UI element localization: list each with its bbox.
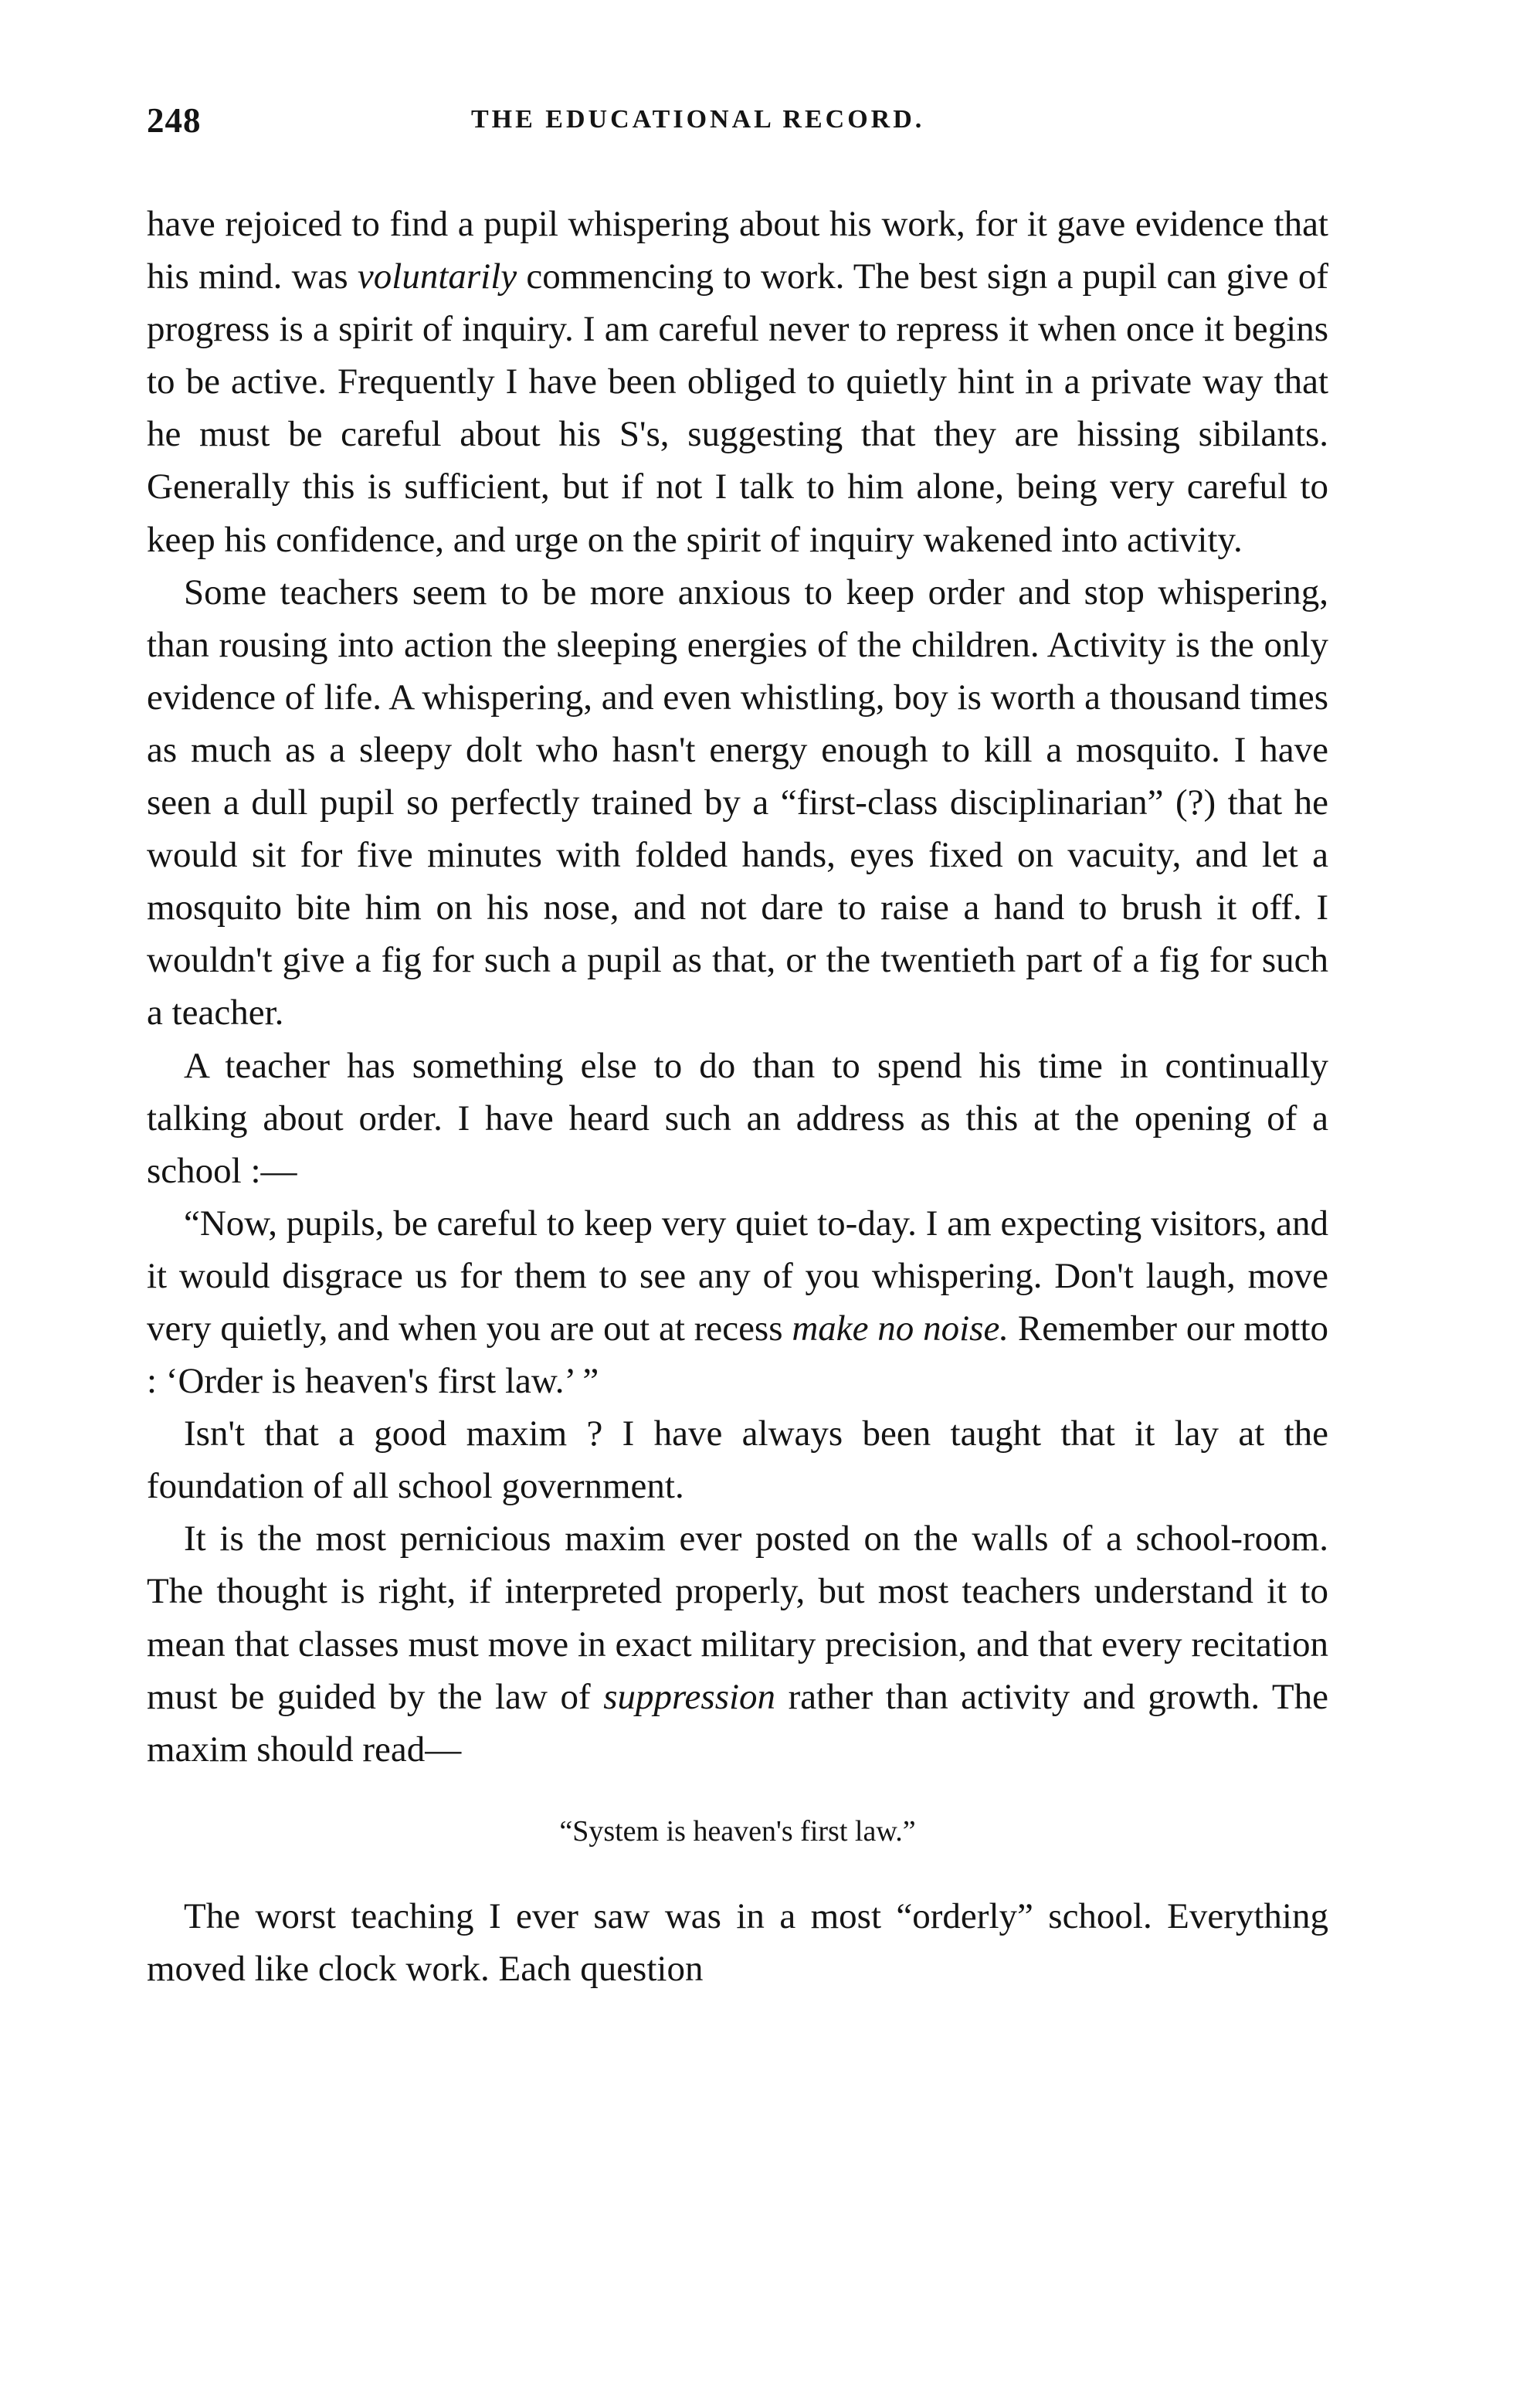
paragraph-3-text: A teacher has something else to do than to spend his time in continually talking about order. I have heard such an address as this at the opening of a school :— (147, 1045, 1328, 1191)
paragraph-2-text: Some teachers seem to be more anxious to keep order and stop whispering, than rousing into action the sleeping energies of the children. Activity is the only evidence of life. A whispering, and even whistling, boy is worth a thousand times as much as a sleepy dolt who hasn't energy enough to kill a mosquito. I have seen a dull pupil so perfectly trained by a “first-class disciplinarian” (?) that he would sit for five minutes with folded hands, eyes fixed on vacuity, and let a mosquito bite him on his nose, and not dare to raise a hand to brush it off. I wouldn't give a fig for such a pupil as that, or the twentieth part of a fig for such a teacher. (147, 572, 1328, 1033)
paragraph-5 (147, 1407, 1328, 1512)
paragraph-4-emphasis: make no noise. (792, 1308, 1009, 1349)
paragraph-1-text: have rejoiced to find a pupil whispering about his work, for it gave evidence that his mind. was (147, 204, 1328, 297)
paragraph-4 (147, 1197, 1328, 1407)
book-page (147, 100, 1328, 1995)
paragraph-3 (147, 1040, 1328, 1197)
body-text (147, 198, 1328, 1995)
paragraph-4-text: “Now, pupils, be careful to keep very quiet to-day. I am expecting visitors, and it would disgrace us for them to see any of you whispering. Don't laugh, move very quietly, and when you are out at recess (147, 1203, 1328, 1349)
paragraph-6-text: It is the most pernicious maxim ever posted on the walls of a school-room. The thought is right, if interpreted properly, but most teachers understand it to mean that classes must move in exact military precision, and that every recitation must be guided by the law of (147, 1519, 1328, 1717)
paragraph-6 (147, 1512, 1328, 1775)
journal-title: THE EDUCATIONAL RECORD. (471, 105, 925, 134)
paragraph-5-text: Isn't that a good maxim ? I have always been taught that it lay at the foundation of all school government. (147, 1413, 1328, 1507)
paragraph-6-text-end: rather than activity and growth. The maxim should read— (147, 1676, 1328, 1770)
paragraph-1-text-end: commencing to work. The best sign a pupil can give of progress is a spirit of inquiry. I am careful never to repress it when once it begins to be active. Frequently I have been obliged to quietly hint in a private way that he must be careful about his S's, suggesting that they are hissing sibilants. Generally this is sufficient, but if not I talk to him alone, being very careful to keep his confidence, and urge on the spirit of inquiry wakened into activity. (147, 256, 1328, 560)
running-head (147, 100, 1328, 162)
paragraph-1-emphasis: voluntarily (357, 256, 517, 297)
paragraph-7 (147, 1890, 1328, 1995)
paragraph-6-emphasis: suppression (603, 1676, 776, 1717)
paragraph-1 (147, 198, 1328, 566)
paragraph-4-text-end: Remember our motto : ‘Order is heaven's first law.’ ” (147, 1308, 1329, 1402)
page-number: 248 (147, 101, 202, 140)
paragraph-7-text: The worst teaching I ever saw was in a most “orderly” school. Everything moved like clock work. Each question (147, 1895, 1328, 1989)
paragraph-2 (147, 566, 1328, 1040)
centered-maxim-quote: “System is heaven's first law.” (559, 1814, 916, 1848)
